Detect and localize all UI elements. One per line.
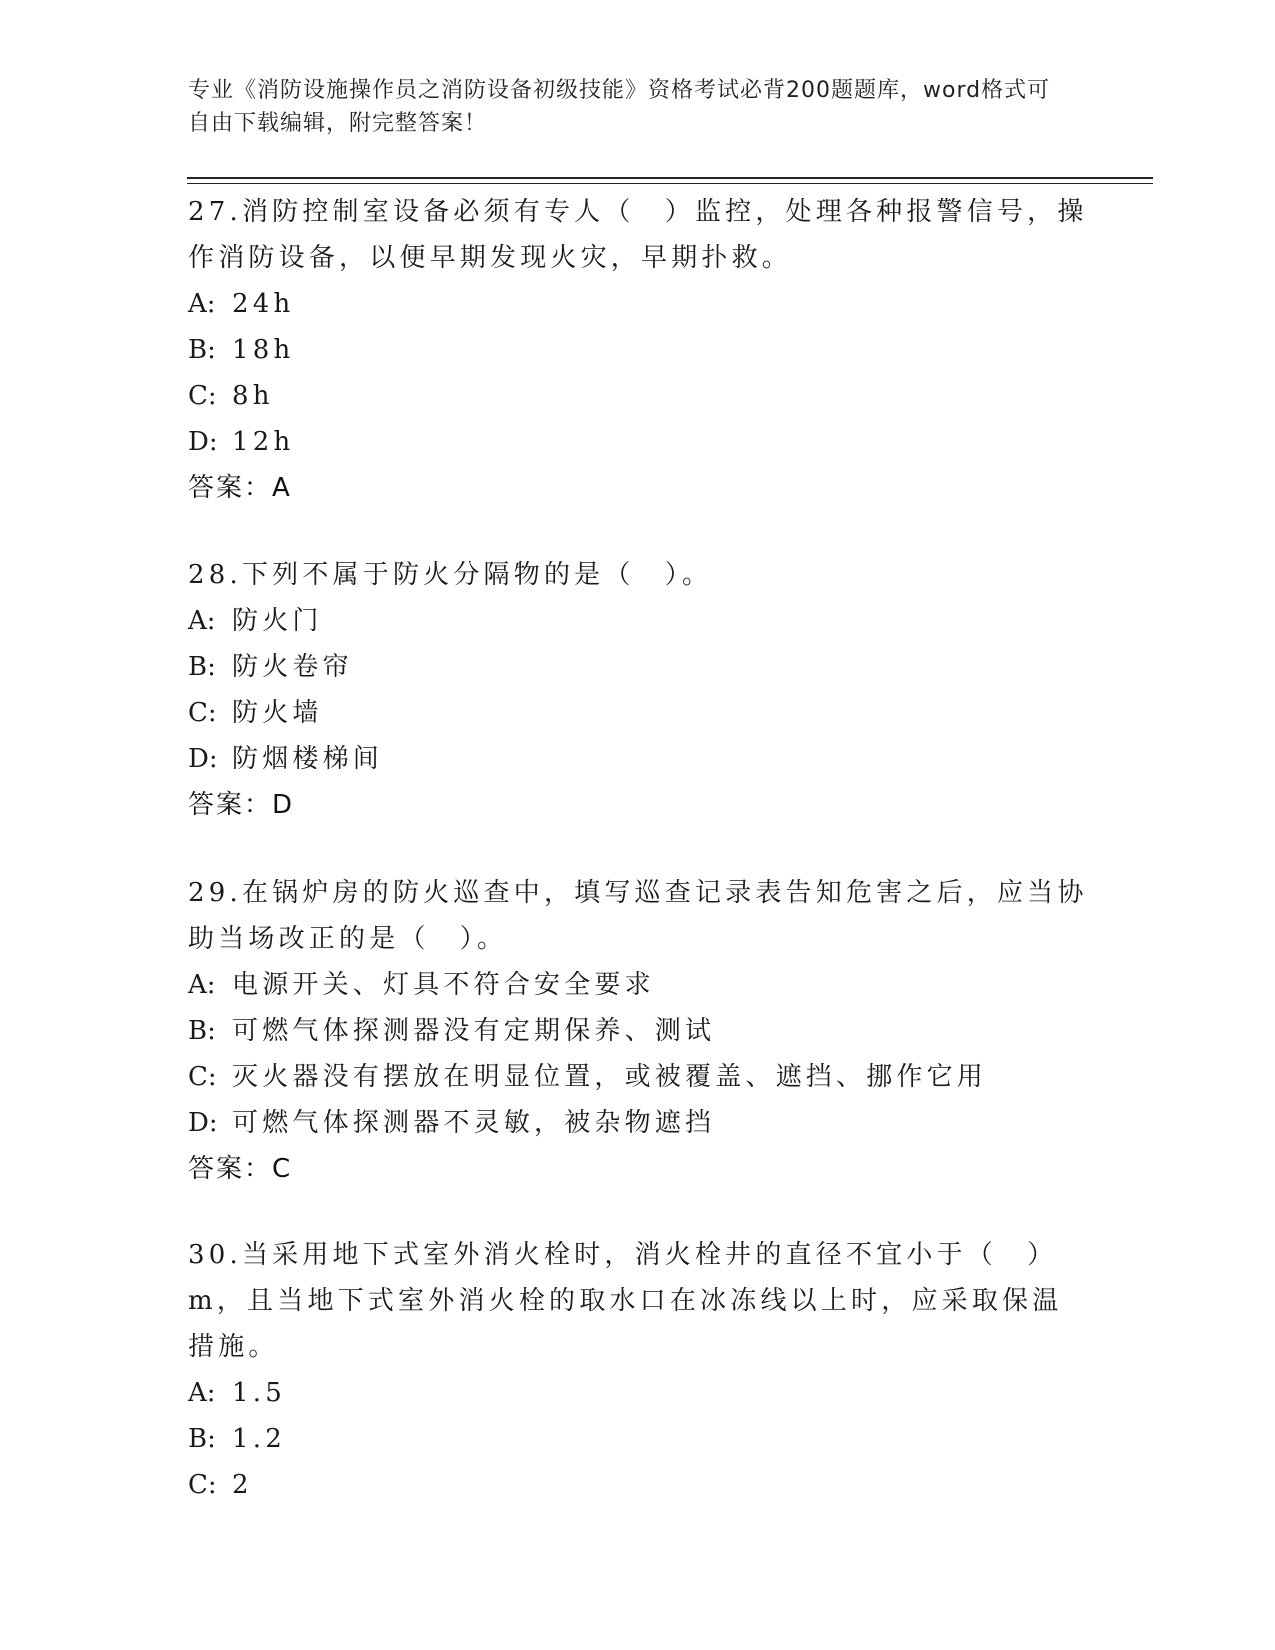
option-c	[188, 1462, 1088, 1508]
option-a	[188, 962, 1088, 1008]
option-key: C:	[188, 1470, 217, 1500]
option-key: B:	[188, 1016, 216, 1046]
option-key: C:	[188, 1062, 217, 1092]
option-text: 可燃气体探测器没有定期保养、测试	[232, 1016, 716, 1046]
question-stem: 30.当采用地下式室外消火栓时，消火栓井的直径不宜小于（ ）m，且当地下式室外消火栓的取水口在冰冻线以上时，应采取保温措施。	[188, 1240, 1063, 1362]
option-b	[188, 327, 1088, 373]
option-text: 电源开关、灯具不符合安全要求	[232, 970, 655, 1000]
option-text: 2	[232, 1470, 253, 1500]
question-27	[188, 189, 1088, 511]
option-text: 防火门	[232, 606, 323, 636]
option-b	[188, 1008, 1088, 1054]
option-key: A:	[188, 289, 216, 319]
option-d	[188, 1100, 1088, 1146]
question-28	[188, 552, 1088, 828]
option-d	[188, 736, 1088, 782]
question-29	[188, 870, 1088, 1192]
option-key: A:	[188, 606, 216, 636]
option-text: 1.5	[232, 1378, 286, 1408]
option-text: 防烟楼梯间	[232, 744, 384, 774]
option-text: 12h	[232, 427, 295, 457]
option-key: C:	[188, 381, 217, 411]
option-text: 防火卷帘	[232, 652, 353, 682]
option-d	[188, 419, 1088, 465]
option-text: 防火墙	[232, 698, 323, 728]
document-header: 专业《消防设施操作员之消防设备初级技能》资格考试必背200题题库，word格式可自由下载编辑，附完整答案！	[188, 78, 1051, 136]
question-stem: 27.消防控制室设备必须有专人（ ）监控，处理各种报警信号，操作消防设备，以便早期发现火灾，早期扑救。	[188, 197, 1088, 273]
option-text: 18h	[232, 335, 295, 365]
question-stem: 28.下列不属于防火分隔物的是（ ）。	[188, 560, 713, 590]
option-key: B:	[188, 335, 216, 365]
option-key: B:	[188, 652, 216, 682]
option-text: 灭火器没有摆放在明显位置，或被覆盖、遮挡、挪作它用	[232, 1062, 988, 1092]
option-key: C:	[188, 698, 217, 728]
option-text: 1.2	[232, 1424, 286, 1454]
option-key: D:	[188, 427, 218, 457]
option-key: A:	[188, 1378, 216, 1408]
option-text: 可燃气体探测器不灵敏，被杂物遮挡	[232, 1108, 716, 1138]
answer-line: 答案：D	[188, 790, 295, 820]
option-key: B:	[188, 1424, 216, 1454]
option-b	[188, 1416, 1088, 1462]
header-divider-thick	[187, 177, 1153, 179]
option-text: 8h	[232, 381, 274, 411]
option-c	[188, 690, 1088, 736]
option-text: 24h	[232, 289, 295, 319]
option-key: D:	[188, 744, 218, 774]
header-divider-thin	[187, 183, 1153, 184]
option-key: A:	[188, 970, 216, 1000]
option-a	[188, 598, 1088, 644]
question-stem: 29.在锅炉房的防火巡查中，填写巡查记录表告知危害之后，应当协助当场改正的是（ ）。	[188, 878, 1088, 954]
option-c	[188, 1054, 1088, 1100]
option-key: D:	[188, 1108, 218, 1138]
option-c	[188, 373, 1088, 419]
answer-line: 答案：A	[188, 473, 292, 503]
option-a	[188, 281, 1088, 327]
option-a	[188, 1370, 1088, 1416]
answer-line: 答案：C	[188, 1154, 293, 1184]
question-30	[188, 1232, 1088, 1508]
option-b	[188, 644, 1088, 690]
